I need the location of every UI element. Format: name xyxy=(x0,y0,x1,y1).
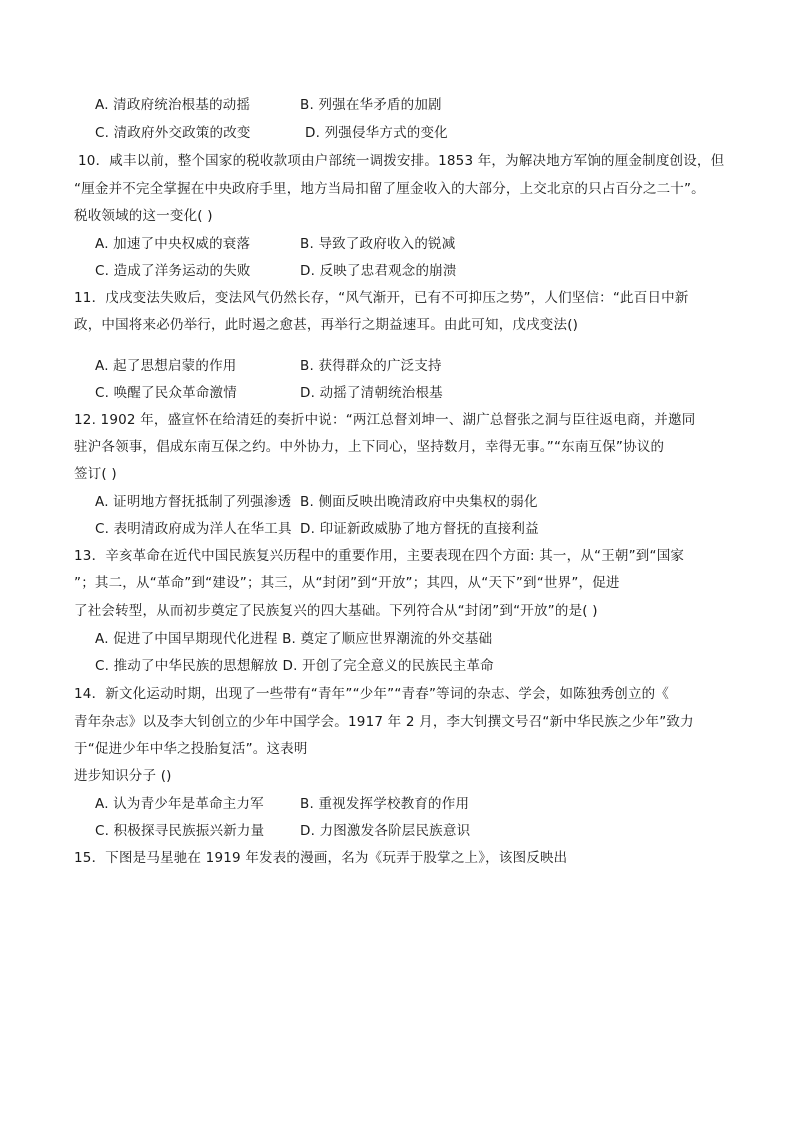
q10-option-a: A. 加速了中央权威的衰落 xyxy=(95,236,251,252)
q10-option-b: B. 导致了政府收入的锐减 xyxy=(300,236,456,252)
q14-option-a: A. 认为青少年是革命主力军 xyxy=(95,796,264,812)
q13-stem-line-3: 了社会转型，从而初步奠定了民族复兴的四大基础。下列符合从“封闭”到“开放”的是( ) xyxy=(74,603,598,619)
q12-option-b: B. 侧面反映出晚清政府中央集权的弱化 xyxy=(300,494,538,510)
q14-option-b: B. 重视发挥学校教育的作用 xyxy=(300,796,470,812)
q13-stem-line-2: ”；其二，从“革命”到“建设”；其三，从“封闭”到“开放”；其四，从“天下”到“世界”，促进 xyxy=(74,575,620,591)
q12-stem-line-2: 驻沪各领事，倡成东南互保之约。中外协力，上下同心，坚持数月，幸得无事。”“东南互保”协议的 xyxy=(74,439,665,455)
q14-stem-line-3: 于“促进少年中华之投胎复活”。这表明 xyxy=(74,741,308,757)
q10-stem-line-1: 10．咸丰以前，整个国家的税收款项由户部统一调拨安排。1853 年，为解决地方军饷的厘金制度创设，但 xyxy=(78,153,725,169)
q9-option-c: C. 清政府外交政策的改变 xyxy=(95,125,251,141)
q13-option-ab: A. 促进了中国早期现代化进程 B. 奠定了顺应世界潮流的外交基础 xyxy=(95,631,493,647)
q13-option-cd: C. 推动了中华民族的思想解放 D. 开创了完全意义的民族民主革命 xyxy=(95,658,494,674)
q14-stem-line-1: 14．新文化运动时期，出现了一些带有“青年”“少年”“青春”等词的杂志、学会，如陈独秀创立的《 xyxy=(74,686,670,702)
q10-stem-line-2: “厘金并不完全掌握在中央政府手里，地方当局扣留了厘金收入的大部分，上交北京的只占百分之二十”。 xyxy=(74,181,705,197)
q9-option-d: D. 列强侵华方式的变化 xyxy=(305,125,448,141)
q10-stem-line-3: 税收领域的这一变化( ) xyxy=(74,208,213,224)
q12-stem-line-3: 签订( ) xyxy=(74,466,117,482)
q10-option-d: D. 反映了忠君观念的崩溃 xyxy=(300,263,457,279)
q15-stem-line-1: 15．下图是马星驰在 1919 年发表的漫画，名为《玩弄于股掌之上》，该图反映出 xyxy=(74,850,568,866)
q14-option-c: C. 积极探寻民族振兴新力量 xyxy=(95,823,265,839)
q12-option-a: A. 证明地方督抚抵制了列强渗透 xyxy=(95,494,292,510)
q10-option-c: C. 造成了洋务运动的失败 xyxy=(95,263,251,279)
q11-option-c: C. 唤醒了民众革命激情 xyxy=(95,385,237,401)
q14-stem-line-2: 青年杂志》以及李大钊创立的少年中国学会。1917 年 2 月，李大钊撰文号召“新中华民族之少年”致力 xyxy=(74,714,694,730)
q11-option-a: A. 起了思想启蒙的作用 xyxy=(95,358,237,374)
q9-option-b: B. 列强在华矛盾的加剧 xyxy=(300,97,442,113)
q14-stem-line-4: 进步知识分子 () xyxy=(74,768,172,784)
q11-option-b: B. 获得群众的广泛支持 xyxy=(300,358,442,374)
q11-stem-line-2: 政，中国将来必仍举行，此时遏之愈甚，再举行之期益速耳。由此可知，戊戌变法() xyxy=(74,317,579,333)
q12-stem-line-1: 12. 1902 年，盛宣怀在给清廷的奏折中说：“两江总督刘坤一、湖广总督张之洞与臣往返电商，并邀同 xyxy=(74,412,696,428)
q13-stem-line-1: 13．辛亥革命在近代中国民族复兴历程中的重要作用，主要表现在四个方面: 其一，从“王朝”到“国家 xyxy=(74,548,685,564)
q14-option-d: D. 力图激发各阶层民族意识 xyxy=(300,823,471,839)
q12-option-c: C. 表明清政府成为洋人在华工具 xyxy=(95,521,292,537)
q9-option-a: A. 清政府统治根基的动摇 xyxy=(95,97,251,113)
q11-option-d: D. 动摇了清朝统治根基 xyxy=(300,385,443,401)
q11-stem-line-1: 11．戊戌变法失败后，变法风气仍然长存，“风气渐开，已有不可抑压之势”，人们坚信：“此百日中新 xyxy=(74,290,689,306)
q12-option-d: D. 印证新政威胁了地方督抚的直接利益 xyxy=(300,521,539,537)
